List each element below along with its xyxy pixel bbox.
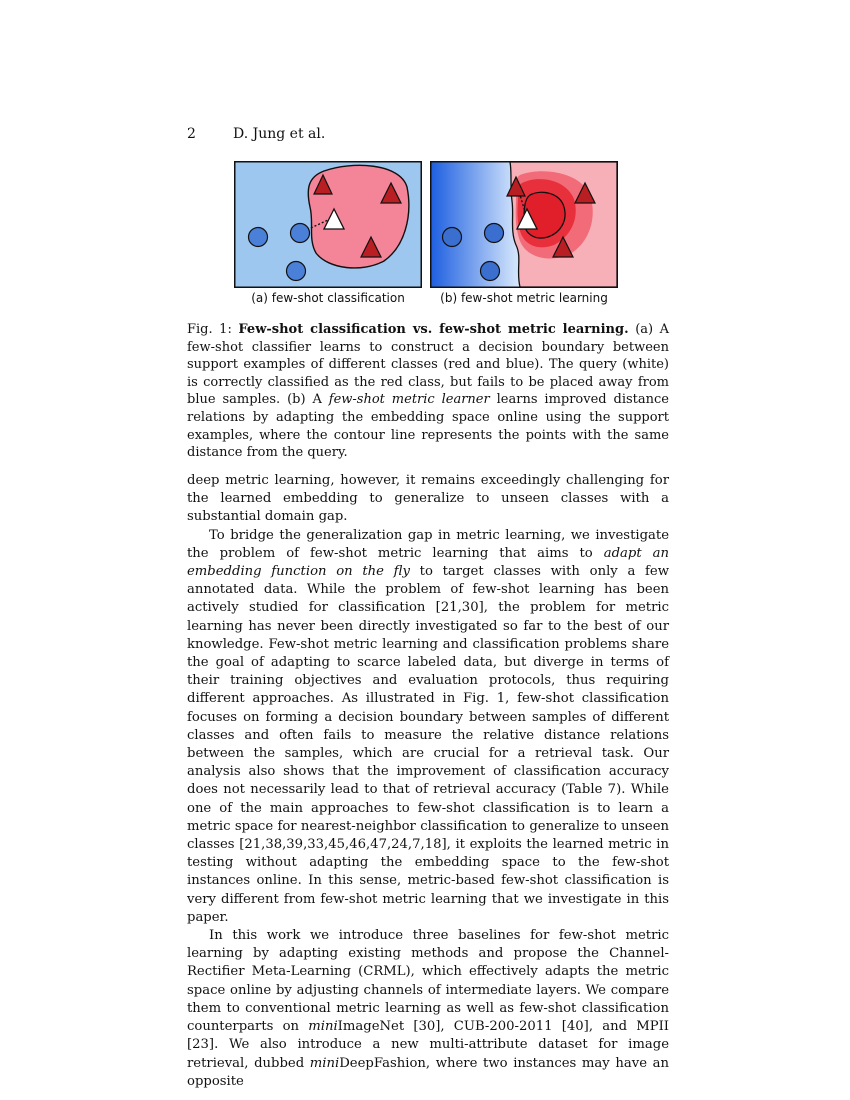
paragraph [187,527,669,927]
blue-sample-point [287,262,306,281]
blue-sample-point [481,262,500,281]
paragraph-text: To bridge the generalization gap in metric learning, we investigate the problem of few-shot metric learning that aims to [187,527,669,561]
paragraph-text: In this work we introduce three baselines for few-shot metric learning by adapting existing methods and propose the Channel-Rectifier Meta-Learning (CRML), which effectively adapts the metric space online by adjusting channels of intermediate layers. We compare them to conventional metric learning as well as few-shot classification counterparts on [187,928,669,1035]
running-header [187,126,325,142]
emphasis-text: mini [308,1019,338,1035]
caption-text: learns improved distance relations by adapting the embedding space online using the support examples, where the contour line represents the points with the same distance from the query. [187,392,669,461]
page-number: 2 [187,126,196,142]
panel-few-shot-metric-learning [430,161,618,288]
emphasis-text: adapt an embedding function on the fly [187,545,669,580]
paragraph-text: ImageNet [30], CUB-200-2011 [40], and MPII [23]. We also introduce a new multi-attribute dataset for image retrieval, dubbed [187,1019,669,1071]
paragraph-text: deep metric learning, however, it remains exceedingly challenging for the learned embedding to generalize to unseen classes with a substantial domain gap. [187,473,669,525]
blue-sample-point [443,228,462,247]
blue-sample-point [249,228,268,247]
blue-sample-point [291,224,310,243]
metric-learning-diagram [430,161,618,288]
paragraph-text: DeepFashion, where two instances may have an opposite [187,1055,669,1089]
paragraph [187,472,669,527]
blue-sample-point [485,224,504,243]
paragraph [187,927,669,1091]
caption-emphasis: few-shot metric learner [328,392,490,408]
caption-label: Fig. 1: [187,322,232,337]
subcaption-b: (b) few-shot metric learning [440,291,608,305]
caption-text: (a) A few-shot classifier learns to construct a decision boundary between support examples of different classes (red and blue). The query (white) is correctly classified as the red class, but fails to be placed away from blue samples. (b) A [187,322,670,408]
subcaption-a: (a) few-shot classification [251,291,405,305]
classification-diagram [234,161,422,288]
panel-few-shot-classification [234,161,422,288]
paragraph-text: to target classes with only a few annotated data. While the problem of few-shot learning has been actively studied for classification [21,30], the problem for metric learning has never been directly investigated so far to the best of our knowledge. Few-shot metric learning and classification problems share the goal of adapting to scarce labeled data, but diverge in terms of their training objectives and evaluation protocols, thus requiring different approaches. As illustrated in Fig. 1, few-shot classification focuses on forming a decision boundary between samples of different classes and often fails to measure the relative distance relations between the samples, which are crucial for a retrieval task. Our analysis also shows that the improvement of classification accuracy does not necessarily lead to that of retrieval accuracy (Table 7). While one of the main approaches to few-shot classification is to learn a metric space for nearest-neighbor classification to generalize to unseen classes [21,38,39,33,45,46,47,24,7,18], it exploits the learned metric in testing without adapting the embedding space to the few-shot instances online. In this sense, metric-based few-shot classification is very different from few-shot metric learning that we investigate in this paper. [187,564,669,925]
figure-1 [234,161,626,311]
caption-title: Few-shot classification vs. few-shot metric learning. [238,322,629,337]
figure-caption [187,321,669,462]
body-text [187,472,669,1091]
emphasis-text: mini [309,1055,340,1071]
running-authors: D. Jung et al. [233,126,326,142]
